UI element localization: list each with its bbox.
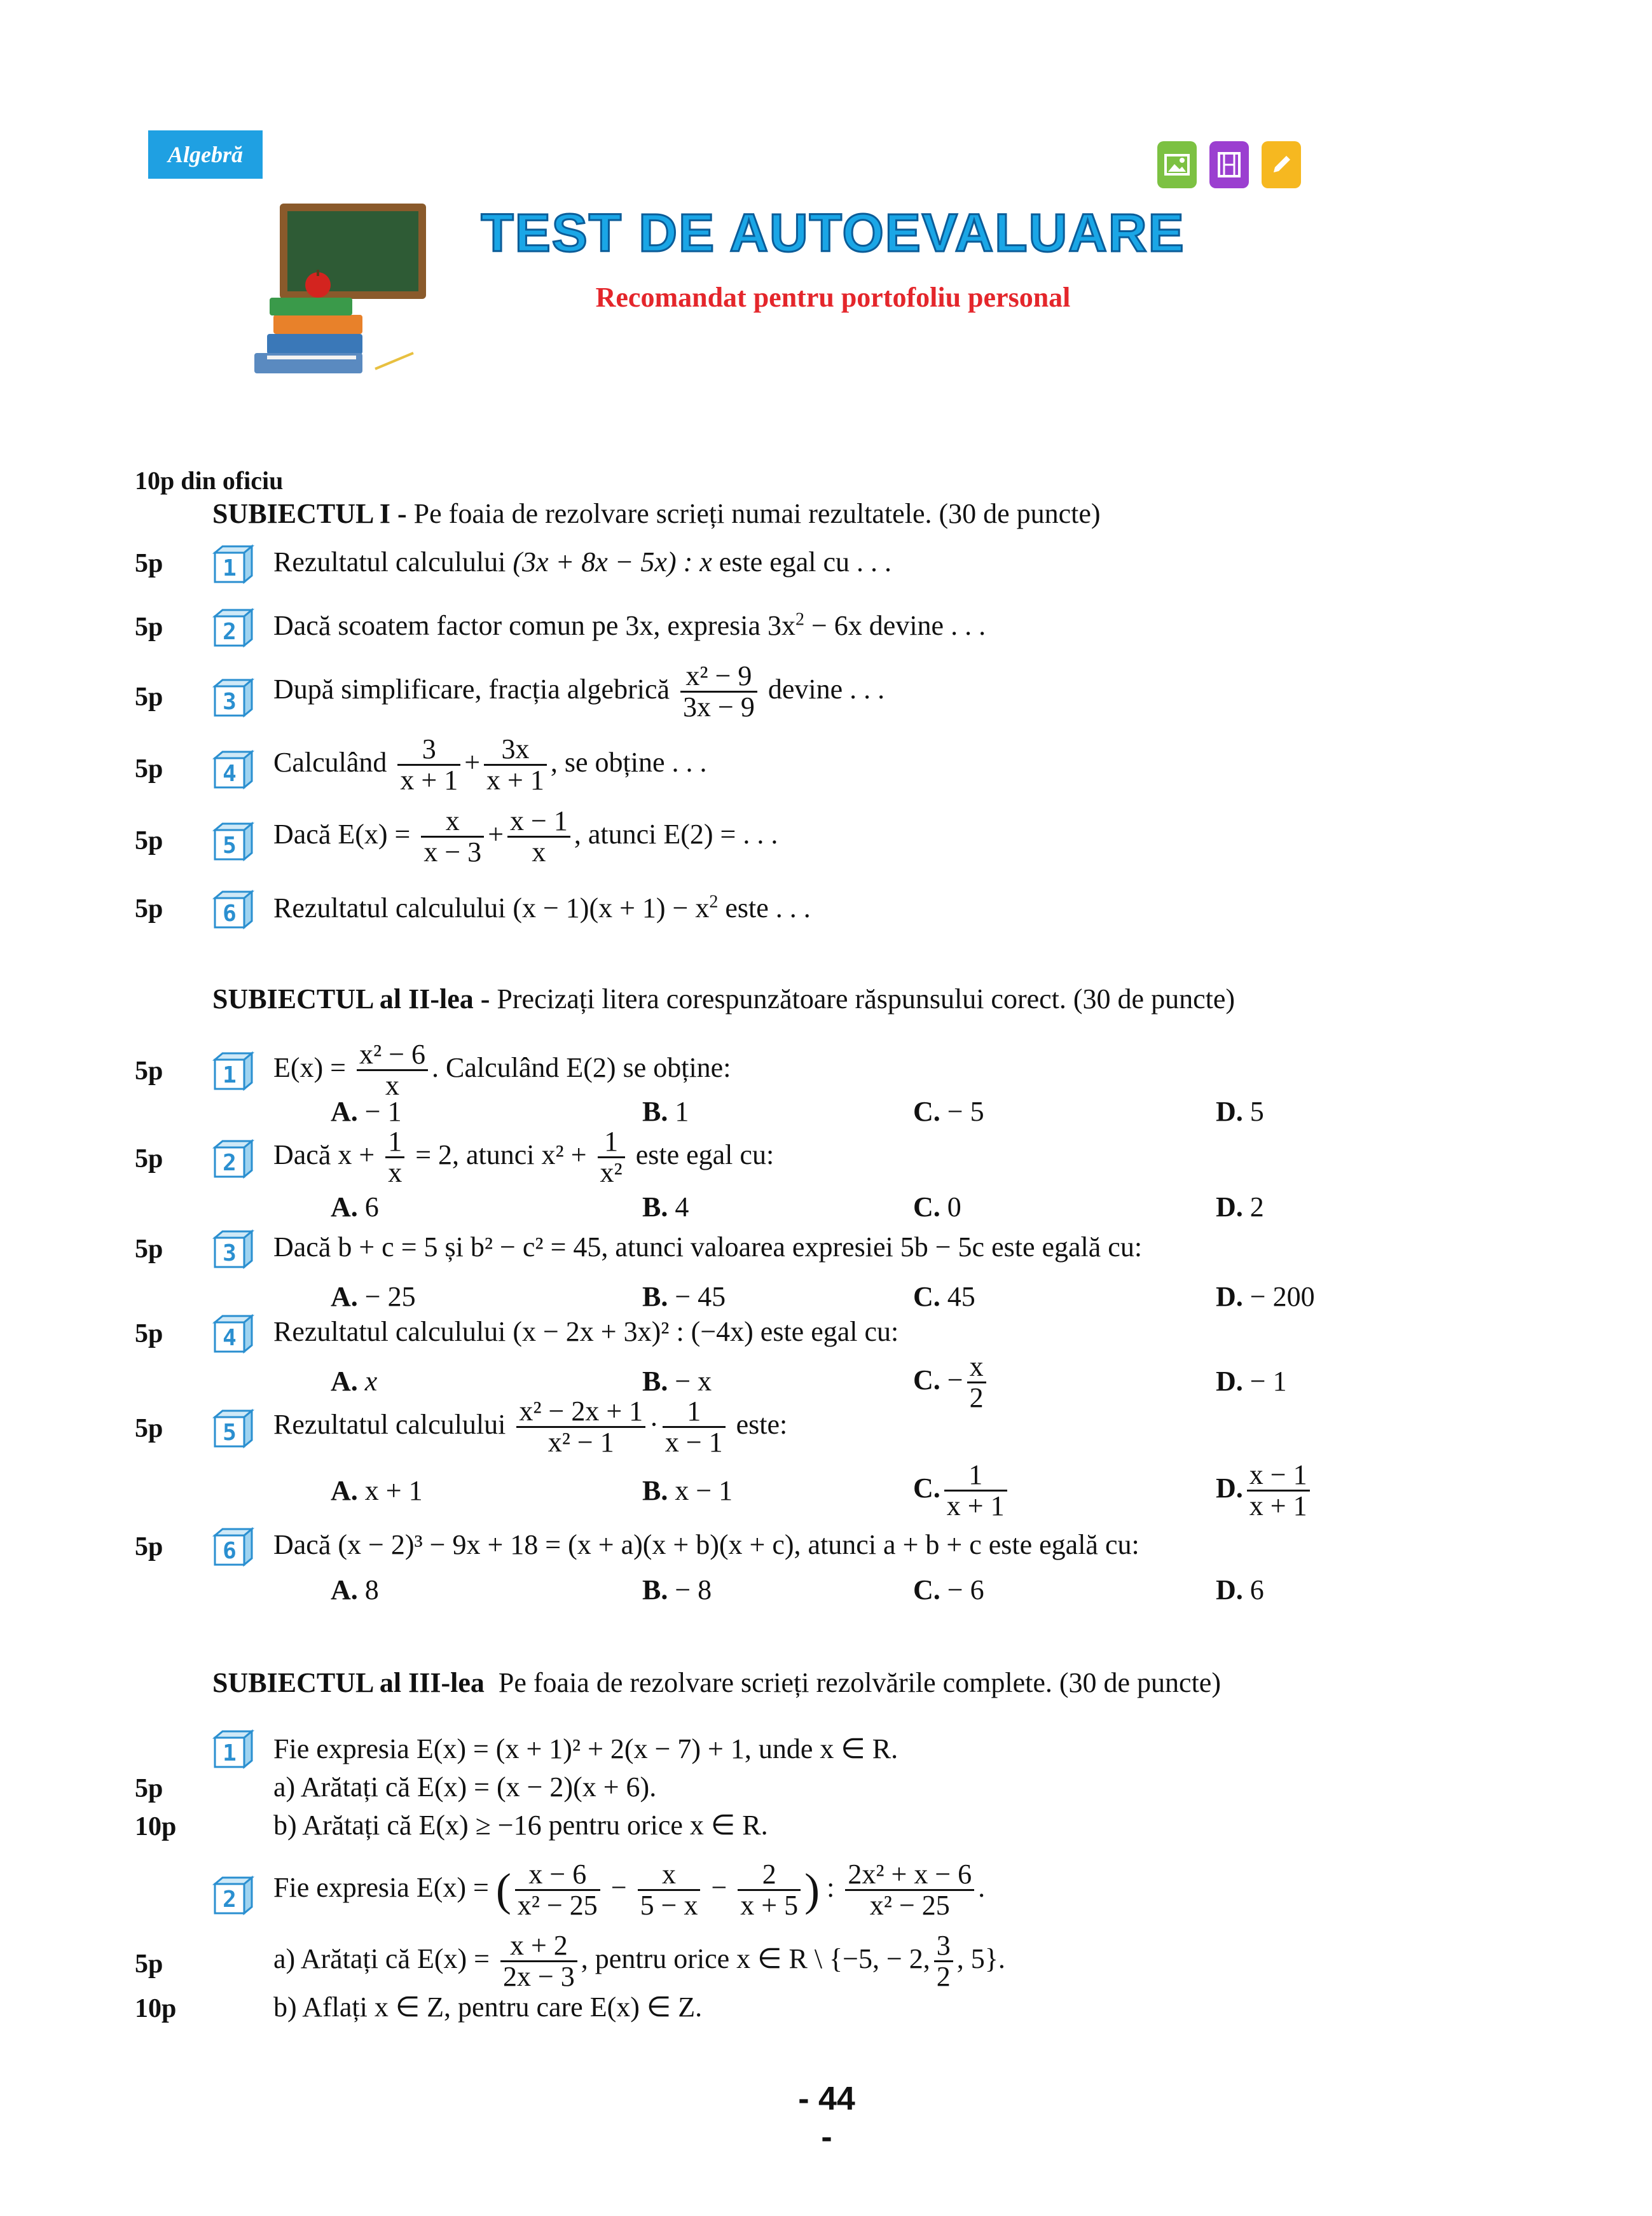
s3-question-2b	[273, 1991, 702, 2023]
number-1-icon	[212, 1051, 254, 1091]
fraction: $\frac{\text{x² − 2x + 1}}{\text{x² − 1}}$	[516, 1397, 645, 1457]
fraction: $\frac{x}{x - 3}$	[421, 807, 484, 867]
section-3-title: SUBIECTUL al III-lea	[212, 1667, 485, 1698]
s2-question-3	[273, 1231, 1142, 1263]
option-c[interactable]: C. $\frac{1}{x + 1}$	[913, 1460, 1011, 1521]
points-label: 5p	[135, 613, 163, 642]
fraction: $\frac{1}{x}$	[385, 1127, 404, 1188]
number-2-icon	[212, 607, 254, 648]
section-3-heading	[212, 1666, 1221, 1699]
section-2-heading	[212, 983, 1235, 1015]
pencil-icon[interactable]	[1262, 141, 1301, 188]
q-text: Fie expresia E(x) = (x + 1)² + 2(x − 7) + 1, unde x ∈ R.	[273, 1733, 898, 1764]
option-a[interactable]: A. − 1	[331, 1096, 402, 1127]
s3-question-1b	[273, 1809, 768, 1841]
s3-question-1a	[273, 1771, 656, 1803]
option-c[interactable]: C. − 6	[913, 1574, 984, 1605]
option-b[interactable]: B. − x	[642, 1366, 712, 1397]
option-d[interactable]: D. $\frac{x - 1}{x + 1}$	[1216, 1460, 1314, 1521]
s1-question-5: Dacă E(x) = $\frac{x}{x - 3}$ + $\frac{x - 1}{x}$ , atunci E(2) = . . .	[273, 805, 778, 868]
page-number: - 44 -	[798, 2081, 855, 2156]
number-6-icon	[212, 889, 254, 930]
svg-text:5: 5	[223, 1420, 237, 1446]
svg-text:1: 1	[223, 555, 237, 581]
category-tag: Algebră	[148, 130, 263, 179]
q-expr: (3x + 8x − 5x) : x	[513, 546, 712, 578]
points-label: 5p	[135, 549, 163, 578]
section-1-heading	[212, 497, 1101, 530]
option-b[interactable]: B. 4	[642, 1191, 689, 1222]
q-text: = 2, atunci x² +	[415, 1139, 587, 1170]
fraction: $\frac{1}{\text{x²}}$	[598, 1127, 625, 1188]
fraction: $\frac{3}{x + 1}$	[397, 735, 460, 795]
s1-question-6: Rezultatul calculului $(x - 1)(x + 1) - x^2$ este . . .	[273, 892, 811, 924]
option-a[interactable]: A. 8	[331, 1574, 379, 1605]
fraction: $\frac{2}{x + 5}$	[738, 1860, 801, 1920]
s2-question-1	[273, 1040, 731, 1100]
option-d[interactable]: D. 6	[1216, 1574, 1264, 1605]
number-1-icon	[212, 1729, 254, 1769]
q-text: Rezultatul calculului (x − 2x + 3x)² : (−4x) este egal cu:	[273, 1316, 899, 1347]
q-text: este egal cu:	[635, 1139, 774, 1170]
q-text: , atunci E(2) = . . .	[574, 818, 778, 850]
points-label: 5p	[135, 1774, 163, 1803]
s3-question-2: Fie expresia E(x) = ( $\frac{x - 6}{\text{x² − 25}}$ − $\frac{x}{5 - x}$ − $\frac{2}{x + 5}$ ) : $\frac{\text{2x² + x − 6}}{\text{x² − 25}}$ .	[273, 1859, 986, 1922]
points-label: 5p	[135, 1144, 163, 1174]
q-text: Dacă scoatem factor comun pe 3x, expresia 3x	[273, 610, 795, 641]
points-label: 5p	[135, 754, 163, 784]
fraction: $\frac{x - 1}{x}$	[507, 807, 570, 867]
s2-question-2	[273, 1127, 774, 1188]
fraction: $\frac{\text{x² − 9}}{3x - 9}$	[680, 661, 757, 722]
fraction: $\frac{x}{2}$	[967, 1352, 986, 1413]
q-text: b) Arătați că E(x) ≥ −16 pentru orice x ∈ R.	[273, 1810, 768, 1841]
points-label: 10p	[135, 1994, 177, 2023]
s2-question-4	[273, 1315, 898, 1348]
s2-question-5: Rezultatul calculului $\frac{\text{x² − 2x + 1}}{\text{x² − 1}}$ · $\frac{1}{x - 1}$ este:	[273, 1395, 788, 1458]
q-text: b) Aflați x ∈ Z, pentru care E(x) ∈ Z.	[273, 1991, 703, 2023]
q-text: Dacă E(x) =	[273, 818, 411, 850]
q-text: a) Arătați că E(x) = (x − 2)(x + 6).	[273, 1771, 657, 1803]
section-1-instructions: Pe foaia de rezolvare scrieți numai rezultatele. (30 de puncte)	[413, 498, 1101, 529]
svg-text:1: 1	[223, 1062, 237, 1088]
q-text: devine . . .	[767, 673, 885, 705]
number-4-icon	[212, 749, 254, 790]
points-label: 5p	[135, 1319, 163, 1348]
q-text: După simplificare, fracția algebrică	[273, 673, 670, 705]
points-label: 5p	[135, 894, 163, 924]
svg-text:6: 6	[223, 1538, 237, 1564]
q-text: . Calculând E(2) se obține:	[432, 1051, 731, 1083]
svg-text:4: 4	[223, 1325, 237, 1351]
q-text: Dacă (x − 2)³ − 9x + 18 = (x + a)(x + b)(x + c), atunci a + b + c este egală cu:	[273, 1529, 1139, 1560]
number-5-icon	[212, 1408, 254, 1449]
points-label: 10p	[135, 1812, 177, 1841]
s1-question-3	[273, 661, 885, 722]
option-d[interactable]: D. − 1	[1216, 1366, 1287, 1397]
option-c[interactable]: C. 0	[913, 1191, 961, 1222]
section-2-title: SUBIECTUL al II-lea -	[212, 983, 490, 1015]
option-a[interactable]: A. 6	[331, 1191, 379, 1222]
number-5-icon	[212, 821, 254, 862]
q-text: Rezultatul calculului	[273, 1408, 506, 1440]
q-text: Rezultatul calculului	[273, 546, 513, 578]
option-d[interactable]: D. − 200	[1216, 1281, 1315, 1312]
q-text: este:	[736, 1408, 788, 1440]
s1-question-2: Dacă scoatem factor comun pe 3x, expresia $3x^2 - 6x$ devine . . .	[273, 609, 986, 641]
q-text: , 5}.	[956, 1942, 1005, 1974]
fraction: $\frac{1}{x + 1}$	[944, 1460, 1007, 1521]
section-2-instructions: Precizați litera corespunzătoare răspunsului corect. (30 de puncte)	[497, 983, 1236, 1015]
svg-text:2: 2	[223, 1887, 237, 1913]
s1-question-1	[273, 546, 891, 578]
svg-text:5: 5	[223, 833, 237, 859]
points-label: 5p	[135, 1532, 163, 1562]
svg-text:3: 3	[223, 1240, 237, 1266]
svg-text:2: 2	[223, 1150, 237, 1176]
q-text: Dacă b + c = 5 și b² − c² = 45, atunci valoarea expresiei 5b − 5c este egală cu:	[273, 1231, 1143, 1263]
svg-text:3: 3	[223, 689, 237, 715]
q-text: Fie expresia E(x) =	[273, 1871, 489, 1903]
number-4-icon	[212, 1313, 254, 1354]
q-text: a) Arătați că E(x) =	[273, 1942, 490, 1974]
fraction: $\frac{1}{x - 1}$	[663, 1397, 726, 1457]
option-d[interactable]: D. 2	[1216, 1191, 1264, 1222]
q-text: − 6x devine . . .	[804, 610, 986, 641]
number-6-icon	[212, 1527, 254, 1567]
svg-text:2: 2	[223, 619, 237, 645]
option-a[interactable]: A. − 25	[331, 1281, 416, 1312]
points-label: 5p	[135, 1235, 163, 1264]
q-text: Rezultatul calculului (x − 1)(x + 1) − x	[273, 892, 710, 924]
points-label: 5p	[135, 1949, 163, 1979]
option-d[interactable]: D. 5	[1216, 1096, 1264, 1127]
points-label: 5p	[135, 1414, 163, 1443]
s2-question-6	[273, 1528, 1139, 1561]
option-c[interactable]: C. − $\frac{x}{2}$	[913, 1352, 990, 1413]
q-text: , pentru orice x ∈ R \ {−5, − 2,	[581, 1942, 930, 1974]
fraction: $\frac{x - 1}{x + 1}$	[1247, 1460, 1310, 1521]
q-text: este egal cu . . .	[712, 546, 892, 578]
number-1-icon	[212, 544, 254, 585]
blackboard-books-illustration	[242, 197, 432, 382]
number-2-icon	[212, 1875, 254, 1916]
page-subtitle: Recomandat pentru portofoliu personal	[595, 282, 1071, 313]
fraction: $\frac{\text{x² − 6}}{x}$	[357, 1040, 428, 1100]
fraction: $\frac{3}{2}$	[934, 1931, 953, 1991]
svg-text:4: 4	[223, 761, 237, 787]
fraction: $\frac{x - 6}{\text{x² − 25}}$	[515, 1860, 600, 1920]
svg-text:6: 6	[223, 901, 237, 927]
option-b[interactable]: B. − 8	[642, 1574, 712, 1605]
option-c[interactable]: C. 45	[913, 1281, 975, 1312]
q-text: , se obține . . .	[550, 746, 707, 778]
fraction: $\frac{\text{2x² + x − 6}}{\text{x² − 25}}$	[845, 1860, 974, 1920]
s3-question-1	[273, 1733, 898, 1765]
option-b[interactable]: B. − 45	[642, 1281, 726, 1312]
image-icon[interactable]	[1157, 141, 1197, 188]
svg-text:1: 1	[223, 1740, 237, 1766]
fraction: $\frac{x}{5 - x}$	[638, 1860, 701, 1920]
q-text: este . . .	[718, 892, 811, 924]
q-text: E(x) =	[273, 1051, 346, 1083]
fraction: $\frac{x + 2}{2x - 3}$	[500, 1931, 577, 1991]
number-3-icon	[212, 677, 254, 718]
section-3-instructions: Pe foaia de rezolvare scrieți rezolvările complete. (30 de puncte)	[498, 1667, 1221, 1698]
points-label: 5p	[135, 682, 163, 712]
option-a[interactable]: A. x + 1	[331, 1475, 423, 1506]
s1-question-4: Calculând $\frac{3}{x + 1}$ + $\frac{3x}{x + 1}$ , se obține . . .	[273, 733, 707, 796]
fraction: $\frac{3x}{x + 1}$	[484, 735, 547, 795]
page-title: TEST DE AUTOEVALUARE	[481, 203, 1185, 263]
number-3-icon	[212, 1229, 254, 1270]
number-2-icon	[212, 1139, 254, 1179]
option-b[interactable]: B. x − 1	[642, 1475, 733, 1506]
oficiu-points: 10p din oficiu	[135, 466, 284, 495]
option-a[interactable]: A. x	[331, 1366, 378, 1397]
q-text: Calculând	[273, 746, 387, 778]
option-c[interactable]: C. − 5	[913, 1096, 984, 1127]
points-label: 5p	[135, 826, 163, 855]
film-icon[interactable]	[1209, 141, 1249, 188]
s3-question-2a	[273, 1931, 1005, 1991]
section-1-title: SUBIECTUL I -	[212, 498, 407, 529]
option-b[interactable]: B. 1	[642, 1096, 689, 1127]
points-label: 5p	[135, 1056, 163, 1086]
q-text: Dacă x +	[273, 1139, 375, 1170]
